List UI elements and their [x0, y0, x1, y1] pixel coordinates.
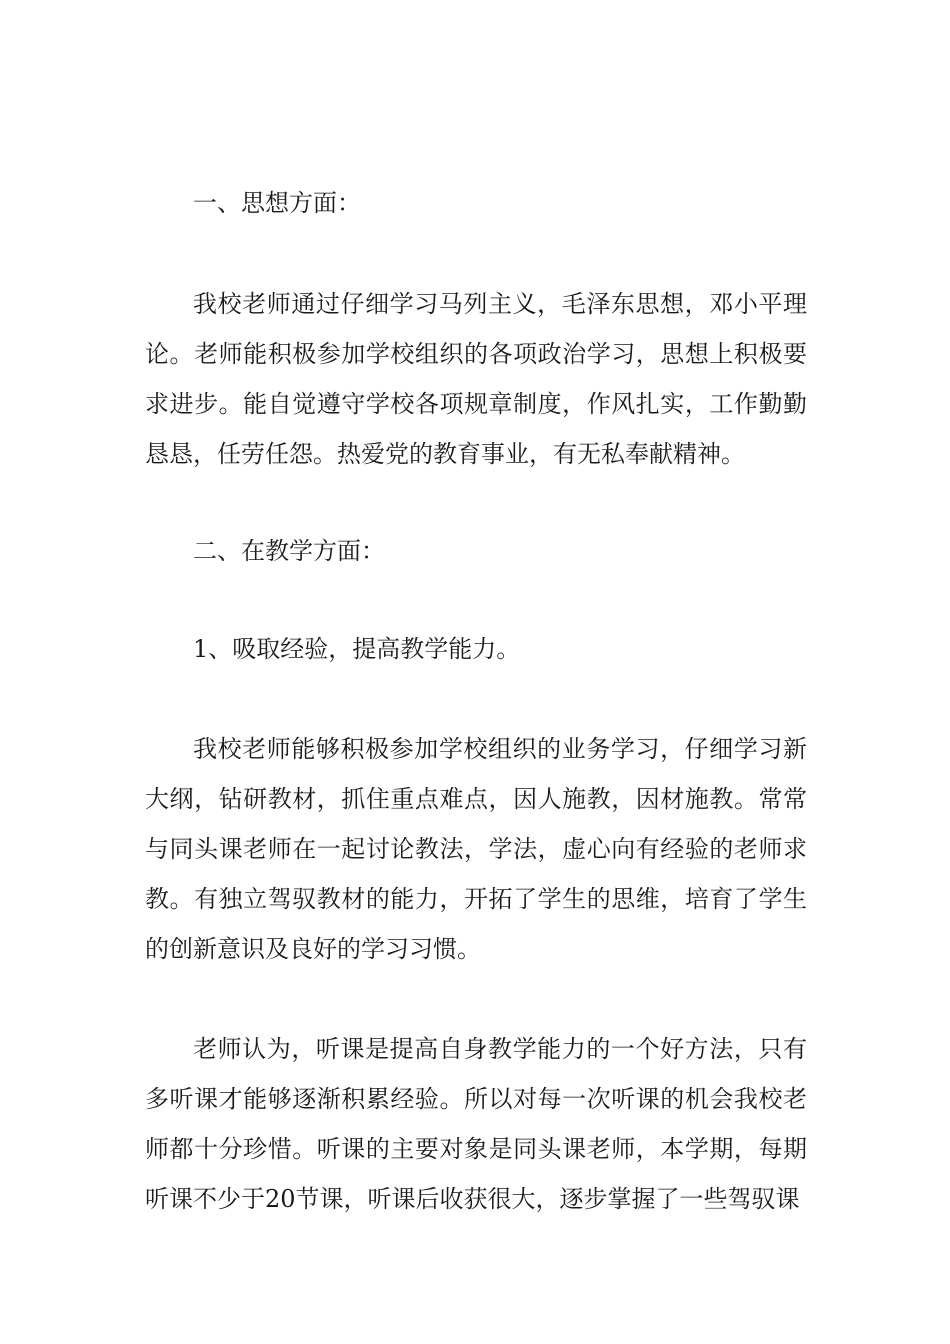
list-item-experience: 1、吸取经验，提高教学能力。 [193, 635, 521, 663]
paragraph-lesson-observation: 老师认为，听课是提高自身教学能力的一个好方法，只有多听课才能够逐渐积累经验。所以对每一次听课的机会我校老师都十分珍惜。听课的主要对象是同头课老师，本学期，每期听课不少于20节课，听课后收获很大，逐步掌握了一些驾驭课 [145, 1035, 807, 1213]
paragraph-study: 我校老师能够积极参加学校组织的业务学习，仔细学习新大纲，钻研教材，抓住重点难点，因人施教，因材施教。常常与同头课老师在一起讨论教法，学法，虚心向有经验的老师求教。有独立驾驭教材的能力，开拓了学生的思维，培育了学生的创新意识及良好的学习习惯。 [145, 735, 807, 963]
section-heading-ideology: 一、思想方面： [193, 189, 361, 217]
paragraph-ideology: 我校老师通过仔细学习马列主义，毛泽东思想，邓小平理论。老师能积极参加学校组织的各项政治学习，思想上积极要求进步。能自觉遵守学校各项规章制度，作风扎实，工作勤勤恳恳，任劳任怨。热爱党的教育事业，有无私奉献精神。 [145, 290, 807, 468]
section-heading-teaching: 二、在教学方面： [193, 537, 385, 565]
